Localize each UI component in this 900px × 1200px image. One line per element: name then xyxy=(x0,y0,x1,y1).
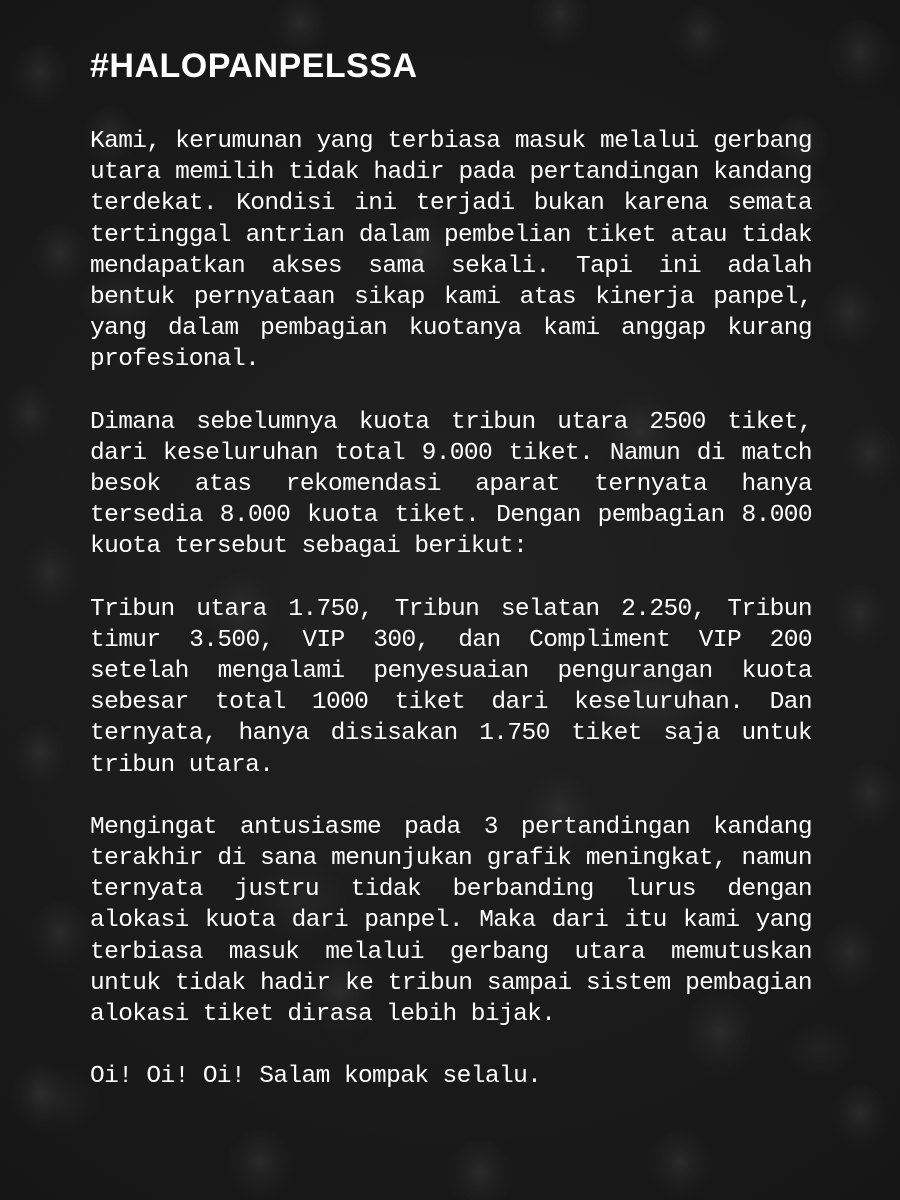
paragraph-intro: Kami, kerumunan yang terbiasa masuk melalui gerbang utara memilih tidak hadir pada pertandingan kandang terdekat. Kondisi ini terjadi bukan karena semata tertinggal antrian dalam pembelian tiket atau tidak mendapatkan akses sama sekali. Tapi ini adalah bentuk pernyataan sikap kami atas kinerja panpel, yang dalam pembagian kuotanya kami anggap kurang profesional. xyxy=(90,128,812,374)
paragraph-decision: Mengingat antusiasme pada 3 pertandingan kandang terakhir di sana menunjukan grafik meningkat, namun ternyata justru tidak berbanding lurus dengan alokasi kuota dari panpel. Maka dari itu kami yang terbiasa masuk melalui gerbang utara memutuskan untuk tidak hadir ke tribun sampai sistem pembagian alokasi tiket dirasa lebih bijak. xyxy=(90,813,812,1029)
statement-content xyxy=(90,46,812,1123)
hashtag-title: #HALOPANPELSSA xyxy=(90,47,418,85)
paragraph-allocation: Tribun utara 1.750, Tribun selatan 2.250, Tribun timur 3.500, VIP 300, dan Compliment VIP 200 setelah mengalami penyesuaian pengurangan kuota sebesar total 1000 tiket dari keseluruhan. Dan ternyata, hanya disisakan 1.750 tiket saja untuk tribun utara. xyxy=(90,595,812,779)
paragraph-closing: Oi! Oi! Oi! Salam kompak selalu. xyxy=(90,1063,542,1091)
paragraph-quota: Dimana sebelumnya kuota tribun utara 2500 tiket, dari keseluruhan total 9.000 tiket. Namun di match besok atas rekomendasi aparat ternyata hanya tersedia 8.000 kuota tiket. Dengan pembagian 8.000 kuota tersebut sebagai berikut: xyxy=(90,408,812,561)
